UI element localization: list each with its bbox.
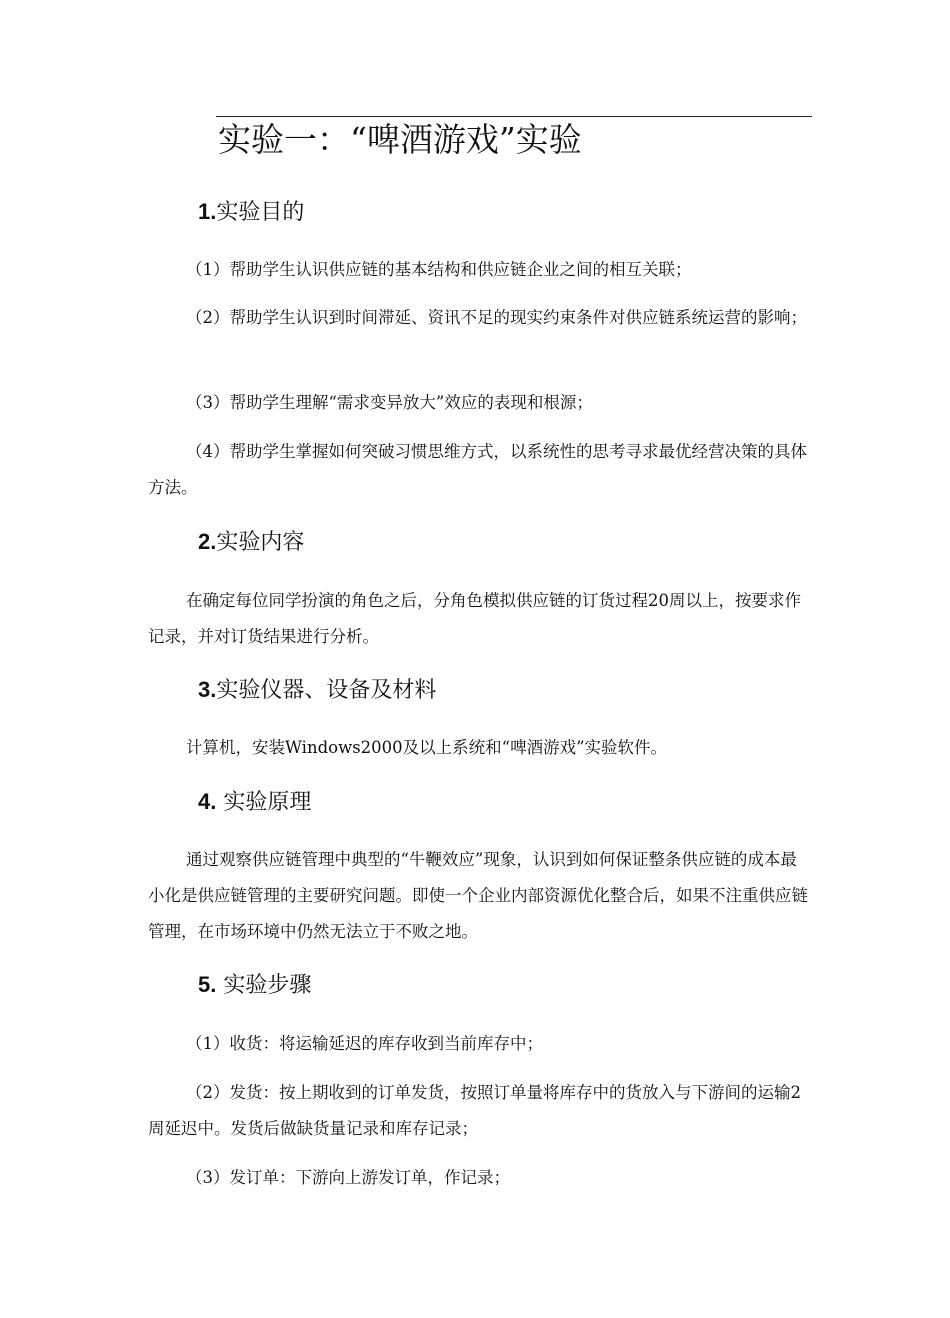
section-number: 4. xyxy=(198,789,217,814)
section-title: 实验目的 xyxy=(216,200,305,225)
paragraph: 计算机，安装Windows2000及以上系统和“啤酒游戏”实验软件。 xyxy=(186,738,668,757)
paragraph: （4）帮助学生掌握如何突破习惯思维方式，以系统性的思考寻求最优经营决策的具体方法。 xyxy=(148,442,807,497)
section-title: 实验内容 xyxy=(216,530,305,555)
section-heading-principle xyxy=(198,786,311,819)
paragraph: （3）发订单：下游向上游发订单，作记录； xyxy=(186,1168,510,1187)
header-rule xyxy=(216,116,812,117)
paragraph: 通过观察供应链管理中典型的“牛鞭效应”现象，认识到如何保证整条供应链的成本最小化是供应链管理的主要研究问题。即使一个企业内部资源优化整合后，如果不注重供应链管理，在市场环境中仍然无法立于不败之地。 xyxy=(148,850,808,941)
section-number: 5. xyxy=(198,972,217,997)
section-number: 1. xyxy=(198,199,217,224)
section-title: 实验原理 xyxy=(216,790,312,815)
paragraph: （2）帮助学生认识到时间滞延、资讯不足的现实约束条件对供应链系统运营的影响； xyxy=(186,308,807,327)
section-title: 实验仪器、设备及材料 xyxy=(216,678,437,703)
section-heading-purpose xyxy=(198,196,304,229)
paragraph: （1）帮助学生认识供应链的基本结构和供应链企业之间的相互关联； xyxy=(186,260,692,279)
section-heading-content xyxy=(198,526,304,559)
document-title: 实验一：“啤酒游戏”实验 xyxy=(218,120,582,159)
section-number: 2. xyxy=(198,529,217,554)
section-title: 实验步骤 xyxy=(216,973,312,998)
section-number: 3. xyxy=(198,677,217,702)
section-heading-steps xyxy=(198,969,311,1002)
paragraph: （1）收货：将运输延迟的库存收到当前库存中； xyxy=(186,1034,543,1053)
paragraph: （3）帮助学生理解“需求变异放大”效应的表现和根源； xyxy=(186,393,593,412)
paragraph: 在确定每位同学扮演的角色之后，分角色模拟供应链的订货过程20周以上，按要求作记录，并对订货结果进行分析。 xyxy=(148,591,801,646)
paragraph: （2）发货：按上期收到的订单发货，按照订单量将库存中的货放入与下游间的运输2周延迟中。发货后做缺货量记录和库存记录； xyxy=(148,1083,801,1138)
section-heading-equipment xyxy=(198,674,436,707)
